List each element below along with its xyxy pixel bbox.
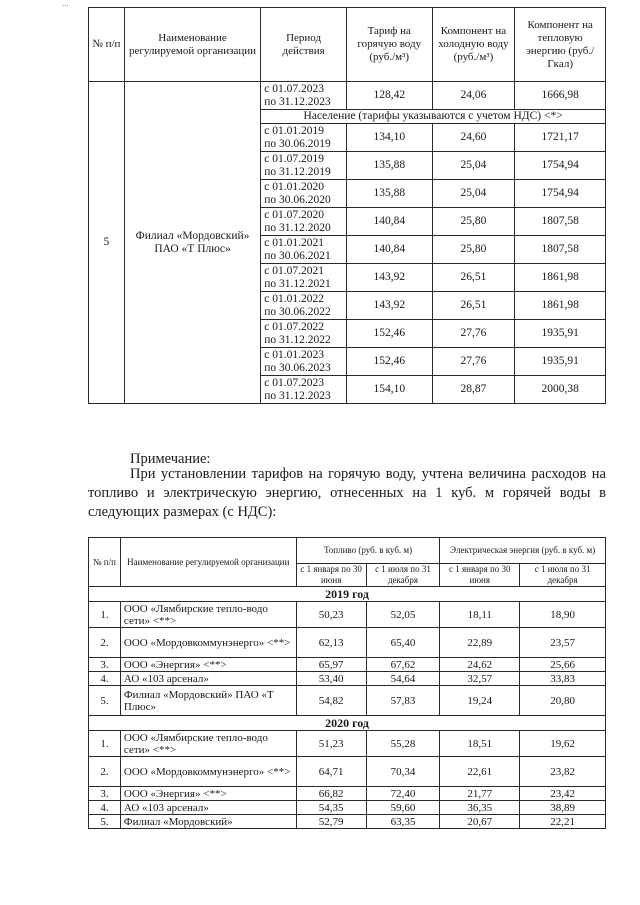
el-h2-value: 23,82 [520, 757, 606, 787]
fuel-h1-value: 53,40 [296, 672, 366, 686]
cold-value: 24,60 [432, 124, 515, 152]
header-num: № п/п [89, 538, 121, 587]
period-to: по 31.12.2023 [264, 389, 331, 402]
cold-value: 25,04 [432, 152, 515, 180]
fuel-h2-value: 59,60 [366, 801, 440, 815]
period-to: по 30.06.2022 [264, 305, 331, 318]
cold-value: 26,51 [432, 292, 515, 320]
period-from: с 01.01.2021 [264, 236, 324, 249]
el-h1-value: 22,89 [440, 628, 520, 658]
period-from: с 01.01.2023 [264, 348, 324, 361]
heat-value: 1935,91 [515, 320, 606, 348]
heat-value: 2000,38 [515, 376, 606, 404]
period-to: по 30.06.2021 [264, 249, 331, 262]
fuel-h1-value: 64,71 [296, 757, 366, 787]
el-h1-value: 19,24 [440, 686, 520, 716]
el-h2-value: 20,80 [520, 686, 606, 716]
period-cell [261, 180, 347, 208]
el-h1-value: 21,77 [440, 787, 520, 801]
fuel-h2-value: 72,40 [366, 787, 440, 801]
cold-value: 26,51 [432, 264, 515, 292]
year-label: 2020 год [89, 716, 606, 731]
period-to: по 31.12.2022 [264, 333, 331, 346]
hot-value: 134,10 [346, 124, 432, 152]
heat-value: 1754,94 [515, 152, 606, 180]
el-h2-value: 38,89 [520, 801, 606, 815]
year-label: 2019 год [89, 587, 606, 602]
row-num: 1. [89, 602, 121, 628]
period-cell [261, 348, 347, 376]
table-row [89, 672, 606, 686]
el-h2-value: 33,83 [520, 672, 606, 686]
header-el-h1: с 1 января по 30 июня [440, 564, 520, 587]
period-cell [261, 152, 347, 180]
period-cell [261, 320, 347, 348]
el-h1-value: 22,61 [440, 757, 520, 787]
header-electric: Электрическая энергия (руб. в куб. м) [440, 538, 606, 564]
row-num: 4. [89, 672, 121, 686]
row-num: 3. [89, 787, 121, 801]
heat-value: 1721,17 [515, 124, 606, 152]
fuel-h2-value: 70,34 [366, 757, 440, 787]
fuel-h1-value: 52,79 [296, 815, 366, 829]
el-h1-value: 18,51 [440, 731, 520, 757]
fuel-h1-value: 50,23 [296, 602, 366, 628]
header-period: Период действия [261, 8, 347, 82]
org-name: ООО «Энергия» <**> [120, 787, 296, 801]
costs-table [88, 537, 606, 829]
period-to: по 31.12.2019 [264, 165, 331, 178]
table-row [89, 757, 606, 787]
el-h1-value: 36,35 [440, 801, 520, 815]
header-org: Наименование регулируемой организации [120, 538, 296, 587]
el-h2-value: 23,57 [520, 628, 606, 658]
period-to: по 30.06.2023 [264, 361, 331, 374]
period-cell [261, 292, 347, 320]
period-from: с 01.07.2023 [264, 82, 324, 95]
header-fuel: Топливо (руб. в куб. м) [296, 538, 440, 564]
fuel-h2-value: 63,35 [366, 815, 440, 829]
table-row [89, 602, 606, 628]
el-h2-value: 25,66 [520, 658, 606, 672]
tariff-table [88, 7, 606, 404]
heat-value: 1666,98 [515, 82, 606, 110]
header-fuel-h1: с 1 января по 30 июня [296, 564, 366, 587]
year-row [89, 716, 606, 731]
org-name: ООО «Лямбирские тепло-водо сети» <**> [120, 731, 296, 757]
fuel-h1-value: 62,13 [296, 628, 366, 658]
table-row [89, 731, 606, 757]
hot-value: 152,46 [346, 320, 432, 348]
period-from: с 01.01.2020 [264, 180, 324, 193]
cold-value: 28,87 [432, 376, 515, 404]
el-h1-value: 24,62 [440, 658, 520, 672]
fuel-h2-value: 54,64 [366, 672, 440, 686]
el-h1-value: 20,67 [440, 815, 520, 829]
fuel-h2-value: 57,83 [366, 686, 440, 716]
period-from: с 01.07.2022 [264, 320, 324, 333]
period-to: по 31.12.2023 [264, 95, 331, 108]
period-from: с 01.01.2022 [264, 292, 324, 305]
heat-value: 1807,58 [515, 236, 606, 264]
hot-value: 143,92 [346, 264, 432, 292]
fuel-h1-value: 54,82 [296, 686, 366, 716]
org-name: ООО «Энергия» <**> [120, 658, 296, 672]
cold-value: 25,80 [432, 208, 515, 236]
org-name: АО «103 арсенал» [120, 801, 296, 815]
table-row [89, 686, 606, 716]
row-num: 3. [89, 658, 121, 672]
row-num: 2. [89, 757, 121, 787]
fuel-h2-value: 65,40 [366, 628, 440, 658]
org-name: ООО «Лямбирские тепло-водо сети» <**> [120, 602, 296, 628]
period-from: с 01.07.2023 [264, 376, 324, 389]
period-to: по 31.12.2021 [264, 277, 331, 290]
period-from: с 01.01.2019 [264, 124, 324, 137]
org-name: Филиал «Мордовский» [120, 815, 296, 829]
el-h2-value: 22,21 [520, 815, 606, 829]
fuel-h2-value: 55,28 [366, 731, 440, 757]
hot-value: 154,10 [346, 376, 432, 404]
period-from: с 01.07.2020 [264, 208, 324, 221]
org-name: Филиал «Мордовский» ПАО «Т Плюс» [124, 82, 260, 404]
table-row [89, 658, 606, 672]
el-h1-value: 32,57 [440, 672, 520, 686]
table-row [89, 787, 606, 801]
org-name: Филиал «Мордовский» ПАО «Т Плюс» [120, 686, 296, 716]
year-row [89, 587, 606, 602]
row-num: 2. [89, 628, 121, 658]
org-name: АО «103 арсенал» [120, 672, 296, 686]
el-h2-value: 19,62 [520, 731, 606, 757]
org-name: ООО «Мордовкоммунэнерго» <**> [120, 628, 296, 658]
row-num: 1. [89, 731, 121, 757]
row-num: 5. [89, 815, 121, 829]
fuel-h1-value: 51,23 [296, 731, 366, 757]
note-body: При установлении тарифов на горячую воду, учтена величина расходов на топливо и электрическую энергию, отнесенных на 1 куб. м горячей воды в следующих размерах (с НДС): [88, 466, 606, 520]
cold-value: 24,06 [432, 82, 515, 110]
costs-table-header [89, 538, 606, 564]
cold-value: 25,80 [432, 236, 515, 264]
el-h2-value: 18,90 [520, 602, 606, 628]
population-note: Население (тарифы указываются с учетом НДС) <*> [261, 110, 606, 124]
header-el-h2: с 1 июля по 31 декабря [520, 564, 606, 587]
fuel-h1-value: 65,97 [296, 658, 366, 672]
fuel-h1-value: 54,35 [296, 801, 366, 815]
el-h2-value: 23,42 [520, 787, 606, 801]
header-hot: Тариф на горячую воду (руб./м³) [346, 8, 432, 82]
fuel-h2-value: 52,05 [366, 602, 440, 628]
fuel-h1-value: 66,82 [296, 787, 366, 801]
header-heat: Компонент на тепловую энергию (руб./Гкал) [515, 8, 606, 82]
heat-value: 1807,58 [515, 208, 606, 236]
hot-value: 140,84 [346, 208, 432, 236]
heat-value: 1861,98 [515, 292, 606, 320]
hot-value: 128,42 [346, 82, 432, 110]
fuel-h2-value: 67,62 [366, 658, 440, 672]
tariff-table-header [89, 8, 606, 82]
hot-value: 135,88 [346, 180, 432, 208]
hot-value: 140,84 [346, 236, 432, 264]
header-fuel-h2: с 1 июля по 31 декабря [366, 564, 440, 587]
period-cell [261, 124, 347, 152]
table-row [89, 82, 606, 110]
header-org: Наименование регулируемой организации [124, 8, 260, 82]
page-mark: ... [62, 0, 69, 8]
hot-value: 143,92 [346, 292, 432, 320]
heat-value: 1861,98 [515, 264, 606, 292]
table-row [89, 801, 606, 815]
table-row [89, 628, 606, 658]
period-from: с 01.07.2019 [264, 152, 324, 165]
org-name: ООО «Мордовкоммунэнерго» <**> [120, 757, 296, 787]
row-num: 5 [89, 82, 125, 404]
period-cell [261, 236, 347, 264]
period-cell [261, 264, 347, 292]
header-num: № п/п [89, 8, 125, 82]
note-title: Примечание: [130, 451, 211, 467]
cold-value: 27,76 [432, 348, 515, 376]
period-from: с 01.07.2021 [264, 264, 324, 277]
heat-value: 1935,91 [515, 348, 606, 376]
cold-value: 25,04 [432, 180, 515, 208]
period-cell [261, 208, 347, 236]
el-h1-value: 18,11 [440, 602, 520, 628]
header-cold: Компонент на холодную воду (руб./м³) [432, 8, 515, 82]
hot-value: 152,46 [346, 348, 432, 376]
period-to: по 31.12.2020 [264, 221, 331, 234]
hot-value: 135,88 [346, 152, 432, 180]
period-to: по 30.06.2020 [264, 193, 331, 206]
cold-value: 27,76 [432, 320, 515, 348]
period-cell [261, 376, 347, 404]
heat-value: 1754,94 [515, 180, 606, 208]
period-to: по 30.06.2019 [264, 137, 331, 150]
period-cell [261, 82, 347, 110]
table-row [89, 815, 606, 829]
row-num: 4. [89, 801, 121, 815]
row-num: 5. [89, 686, 121, 716]
